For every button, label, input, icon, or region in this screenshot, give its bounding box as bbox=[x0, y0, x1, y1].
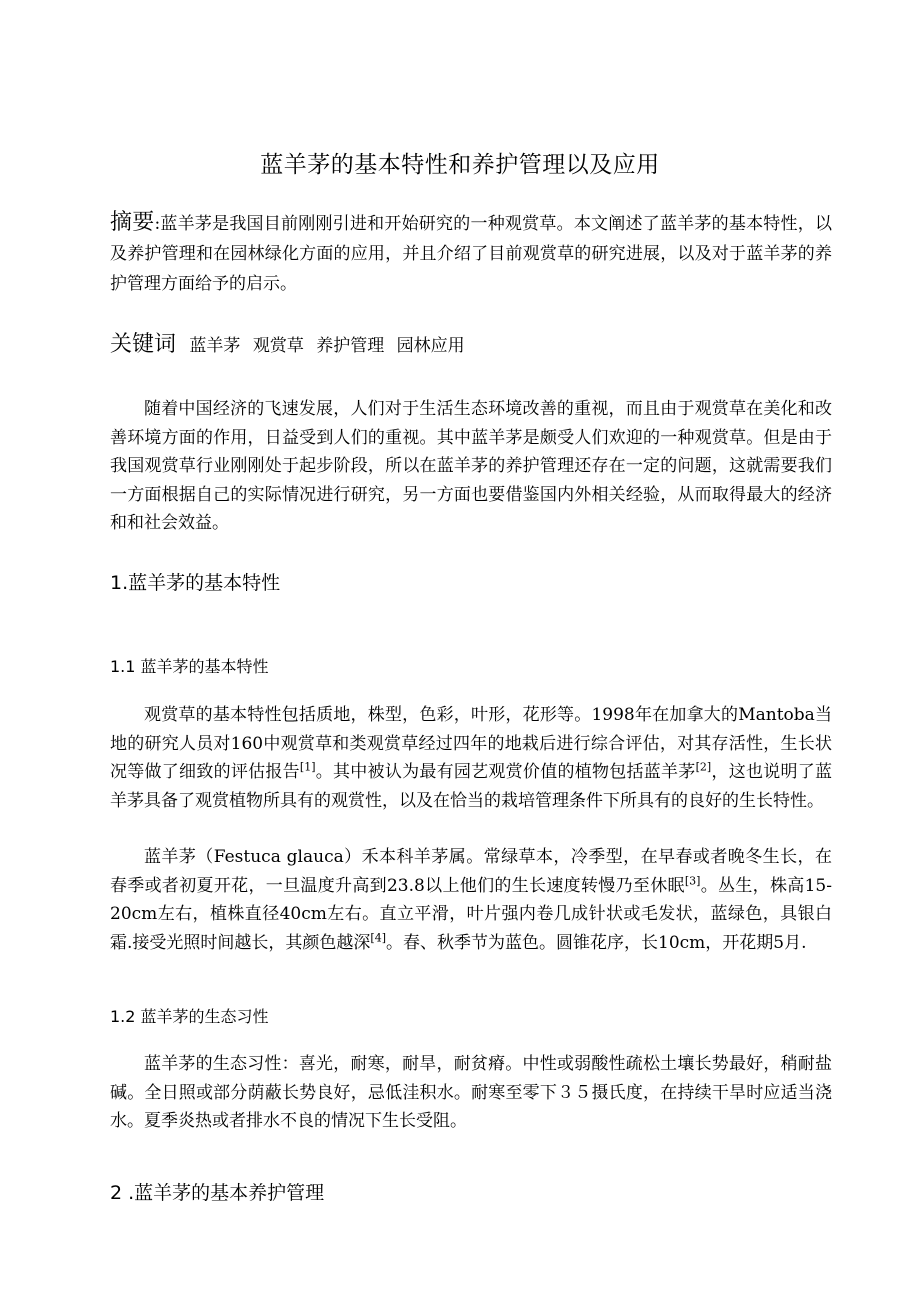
keyword: 观赏草 bbox=[252, 336, 304, 356]
keyword: 蓝羊茅 bbox=[189, 336, 241, 356]
keywords bbox=[110, 328, 832, 363]
abstract-label: 摘要 bbox=[110, 210, 155, 235]
abstract bbox=[110, 208, 832, 299]
text-run: 观赏草的基本特性包括质地，株型，色彩，叶形，花形等。1998年在加拿大的Mantoba当地的研究人员对160中观赏草和类观赏草经过四年的地栽后进行综合评估，对其存活性，生长状况等做了细致的评估报告 bbox=[110, 705, 832, 782]
citation: [4] bbox=[370, 930, 386, 944]
section-1-2-heading: 1.2 蓝羊茅的生态习性 bbox=[110, 1007, 269, 1026]
text-run: 。丛生，株高15-20cm左右，植株直径40cm左右。直立平滑，叶片强内卷几成针状或毛发状，蓝绿色，具银白霜.接受光照时间越长，其颜色越深 bbox=[110, 875, 832, 953]
abstract-text: 蓝羊茅是我国目前刚刚引进和开始研究的一种观赏草。本文阐述了蓝羊茅的基本特性，以及养护管理和在园林绿化方面的应用，并且介绍了目前观赏草的研究进展，以及对于蓝羊茅的养护管理方面给予的启示。 bbox=[110, 214, 832, 294]
text-run: 。春、秋季节为蓝色。圆锥花序，长10cm，开花期5月. bbox=[386, 932, 807, 953]
abstract-colon: : bbox=[154, 214, 161, 234]
section-1-1-heading: 1.1 蓝羊茅的基本特性 bbox=[110, 657, 269, 676]
text-run: ，这也说明了蓝羊茅具备了观赏植物所具有的观赏性，以及在恰当的栽培管理条件下所具有的良好的生长特性。 bbox=[110, 762, 833, 811]
section-2-heading: 2 .蓝羊茅的基本养护管理 bbox=[110, 1182, 325, 1204]
citation: [2] bbox=[695, 760, 712, 774]
intro-paragraph: 随着中国经济的飞速发展，人们对于生活生态环境改善的重视，而且由于观赏草在美化和改善环境方面的作用，日益受到人们的重视。其中蓝羊茅是颇受人们欢迎的一种观赏草。但是由于我国观赏草行业刚刚处于起步阶段，所以在蓝羊茅的养护管理还存在一定的问题，这就需要我们一方面根据自己的实际情况进行研究，另一方面也要借鉴国内外相关经验，从而取得最大的经济和和社会效益。 bbox=[110, 399, 832, 533]
keyword: 养护管理 bbox=[316, 336, 385, 356]
keywords-label: 关键词 bbox=[110, 332, 177, 357]
section-1-heading: 1.蓝羊茅的基本特性 bbox=[110, 572, 281, 594]
section-1-2-paragraph: 蓝羊茅的生态习性：喜光，耐寒，耐旱，耐贫瘠。中性或弱酸性疏松土壤长势最好，稍耐盐碱。全日照或部分荫蔽长势良好，忌低洼积水。耐寒至零下３５摄氏度，在持续干旱时应适当浇水。夏季炎热或者排水不良的情况下生长受阻。 bbox=[110, 1054, 832, 1131]
section-1-1-paragraph-2 bbox=[110, 843, 832, 957]
citation: [3] bbox=[684, 873, 701, 887]
text-run: 。其中被认为最有园艺观赏价值的植物包括蓝羊茅 bbox=[315, 762, 696, 782]
page-title: 蓝羊茅的基本特性和养护管理以及应用 bbox=[260, 152, 660, 178]
section-1-1-paragraph-1 bbox=[110, 701, 832, 815]
text-run: 蓝羊茅（Festuca glauca）禾本科羊茅属。常绿草本，冷季型，在早春或者晚冬生长，在春季或者初夏开花，一旦温度升高到23.8以上他们的生长速度转慢乃至休眠 bbox=[110, 847, 832, 896]
citation: [1] bbox=[299, 760, 316, 774]
keyword: 园林应用 bbox=[396, 336, 465, 356]
